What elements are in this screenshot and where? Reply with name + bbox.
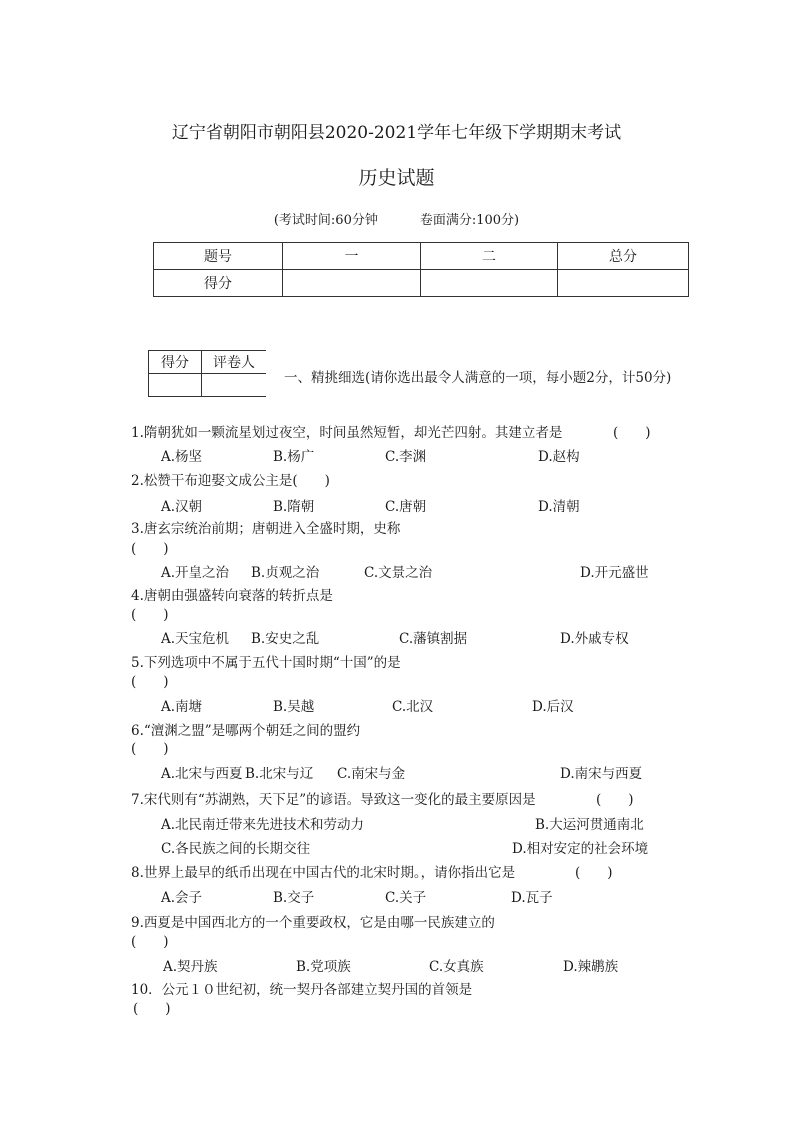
question-6: 6.“澶渊之盟”是哪两个朝廷之间的盟约 <box>131 723 361 739</box>
section-heading: 一、精挑细选(请你选出最令人满意的一项，每小题2分，计50分) <box>284 370 672 386</box>
option-b: B.安史之乱 <box>251 631 320 647</box>
grader-name-cell <box>202 374 267 397</box>
question-4: 4.唐朝由强盛转向衰落的转折点是 <box>131 588 333 604</box>
question-10: 10．公元１０世纪初，统一契丹各部建立契丹国的首领是 <box>131 982 473 998</box>
option-c: C.文景之治 <box>364 565 433 581</box>
score-table-header: 二 <box>421 243 558 270</box>
option-d: D.开元盛世 <box>580 565 649 581</box>
option-c: C.各民族之间的长期交往 <box>161 841 311 857</box>
question-7: 7.宋代则有“苏湖熟，天下足”的谚语。导致这一变化的最主要原因是 <box>131 792 536 808</box>
answer-blank: ( ) <box>131 934 169 950</box>
grader-score-label: 得分 <box>149 351 202 374</box>
option-c: C.藩镇割据 <box>399 631 468 647</box>
option-b: B.贞观之治 <box>251 565 320 581</box>
option-c: C.女真族 <box>429 959 484 975</box>
question-9: 9.西夏是中国西北方的一个重要政权，它是由哪一民族建立的 <box>131 915 495 931</box>
option-d: D.南宋与西夏 <box>560 766 643 782</box>
option-d: D.赵构 <box>538 449 580 465</box>
option-c: C.李渊 <box>385 449 427 465</box>
score-row-label: 得分 <box>154 270 283 297</box>
option-a: A.北民南迁带来先进技术和劳动力 <box>161 817 365 833</box>
option-b: B.北宋与辽 <box>245 766 314 782</box>
option-b: B.党项族 <box>296 959 351 975</box>
score-table-header: 题号 <box>154 243 283 270</box>
question-8: 8.世界上最早的纸币出现在中国古代的北宋时期。，请你指出它是 <box>131 865 516 881</box>
option-d: D.相对安定的社会环境 <box>512 841 649 857</box>
question-5: 5.下列选项中不属于五代十国时期“十国”的是 <box>131 655 401 671</box>
option-a: A.天宝危机 <box>161 631 230 647</box>
option-d: D.辣鹕族 <box>563 959 619 975</box>
grader-score-cell <box>149 374 202 397</box>
option-c: C.关子 <box>385 890 427 906</box>
score-cell <box>558 270 689 297</box>
question-2: 2.松赞干布迎娶文成公主是( ) <box>131 473 330 489</box>
exam-info <box>0 209 793 228</box>
option-c: C.北汉 <box>392 699 434 715</box>
answer-blank: ( ) <box>133 1001 171 1017</box>
exam-title: 辽宁省朝阳市朝阳县2020-2021学年七年级下学期期末考试 <box>171 123 622 143</box>
score-table-header: 一 <box>283 243 421 270</box>
answer-blank: ( ) <box>131 741 169 757</box>
option-a: A.南塘 <box>161 699 203 715</box>
answer-blank: ( ) <box>131 674 169 690</box>
option-b: B.隋朝 <box>273 499 315 515</box>
exam-time: (考试时间:60分钟 <box>273 213 378 228</box>
score-table <box>153 242 689 297</box>
option-a: A.北宋与西夏 <box>161 766 243 782</box>
option-a: A.杨坚 <box>161 449 203 465</box>
question-3: 3.唐玄宗统治前期；唐朝进入全盛时期，史称 <box>131 521 401 537</box>
option-a: A.汉朝 <box>161 499 203 515</box>
option-c: C.唐朝 <box>385 499 427 515</box>
option-d: D.清朝 <box>538 499 580 515</box>
question-1: 1.隋朝犹如一颗流星划过夜空，时间虽然短暂，却光芒四射。其建立者是 <box>131 425 563 441</box>
grader-name-label: 评卷人 <box>202 351 267 374</box>
score-cell <box>421 270 558 297</box>
option-a: A.契丹族 <box>163 959 218 975</box>
score-cell <box>283 270 421 297</box>
option-c: C.南宋与金 <box>337 766 406 782</box>
score-table-score-row <box>154 270 689 297</box>
grader-box <box>148 350 266 397</box>
exam-subject: 历史试题 <box>358 167 435 189</box>
option-b: B.杨广 <box>273 449 315 465</box>
option-a: A.开皇之治 <box>161 565 230 581</box>
option-d: D.外戚专权 <box>560 631 629 647</box>
option-b: B.吴越 <box>273 699 315 715</box>
option-d: D.后汉 <box>532 699 574 715</box>
answer-blank: ( ) <box>613 425 651 441</box>
answer-blank: ( ) <box>596 792 634 808</box>
option-d: D.瓦子 <box>511 890 553 906</box>
score-table-header-row <box>154 243 689 270</box>
exam-full-score: 卷面满分:100分) <box>419 213 520 228</box>
answer-blank: ( ) <box>131 541 169 557</box>
answer-blank: ( ) <box>575 865 613 881</box>
answer-blank: ( ) <box>131 607 169 623</box>
score-table-header: 总分 <box>558 243 689 270</box>
option-b: B.大运河贯通南北 <box>535 817 644 833</box>
option-b: B.交子 <box>273 890 315 906</box>
option-a: A.会子 <box>161 890 203 906</box>
